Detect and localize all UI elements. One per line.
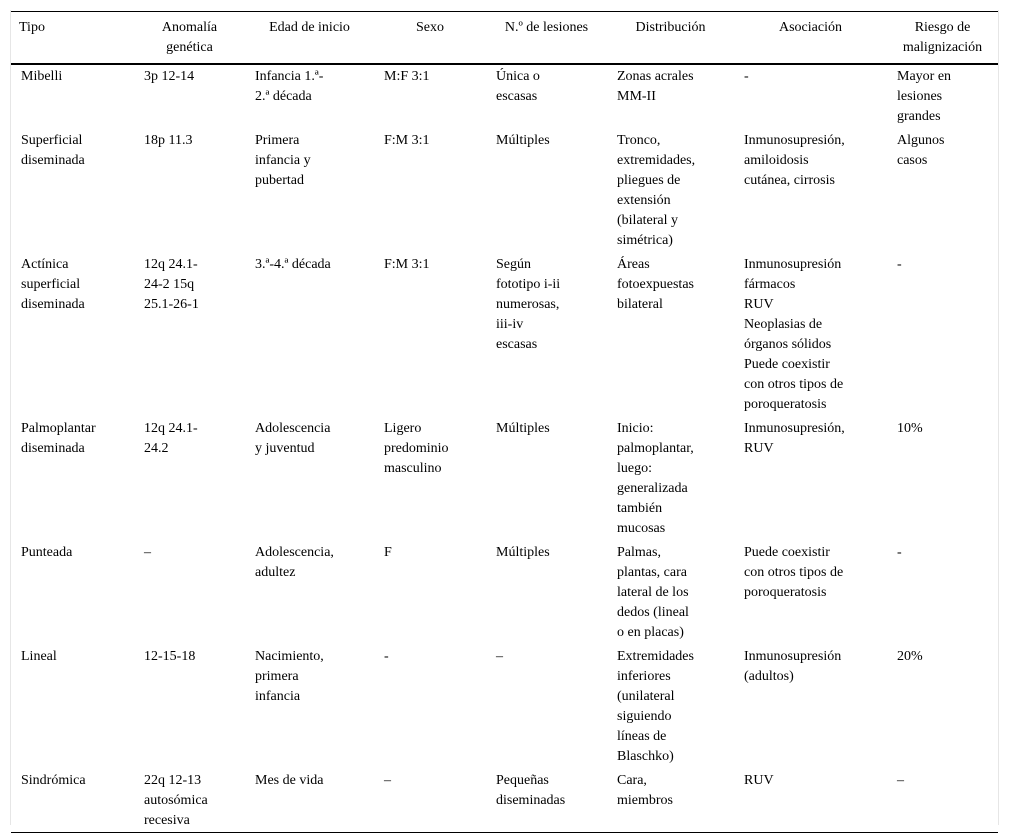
cell-text: adultez (255, 565, 296, 580)
column-header-text: N.º de lesiones (504, 20, 589, 35)
cell-riesgo-de-malignizacion (887, 768, 998, 833)
cell-text: 3.ª-4.ª década (255, 257, 331, 272)
cell-text: Blaschko) (617, 749, 674, 764)
cell-tipo (11, 252, 134, 416)
cell-sexo (374, 64, 486, 128)
cell-text: (adultos) (744, 669, 794, 684)
header-row (11, 12, 998, 65)
cell-text: Neoplasias de (744, 317, 823, 332)
cell-text: también (617, 501, 663, 516)
table-row (11, 252, 998, 416)
cell-tipo (11, 64, 134, 128)
cell-text: extremidades, (617, 153, 696, 168)
cell-text: RUV (744, 441, 774, 456)
column-header-text: Distribución (635, 20, 706, 35)
poroqueratosis-table (11, 11, 998, 833)
cell-distribucion (607, 416, 734, 540)
cell-text: lateral de los (617, 585, 689, 600)
column-header-text: Sexo (416, 20, 444, 35)
cell-text: lesiones (897, 89, 943, 104)
cell-asociacion (734, 128, 887, 252)
cell-text: Palmas, (617, 545, 661, 560)
cell-text: Nacimiento, (255, 649, 324, 664)
cell-n-de-lesiones (486, 540, 607, 644)
cell-text: Algunos (897, 133, 945, 148)
cell-sexo (374, 644, 486, 768)
column-header-text: Asociación (779, 20, 842, 35)
cell-text: pubertad (255, 173, 304, 188)
cell-edad-de-inicio (245, 252, 374, 416)
cell-text: F:M 3:1 (384, 257, 430, 272)
cell-text: 24-2 15q (144, 277, 195, 292)
cell-text: Inmunosupresión (744, 649, 842, 664)
cell-text: Única o (496, 69, 540, 84)
cell-text: Múltiples (496, 133, 550, 148)
table-row (11, 128, 998, 252)
column-header-sexo (374, 12, 486, 65)
cell-text: pliegues de (617, 173, 681, 188)
column-header-n-de-lesiones (486, 12, 607, 65)
cell-text: - (384, 649, 389, 664)
cell-text: casos (897, 153, 928, 168)
column-header-text: Tipo (19, 20, 45, 35)
cell-sexo (374, 252, 486, 416)
cell-text: Áreas (617, 257, 650, 272)
cell-text: simétrica) (617, 233, 673, 248)
column-header-text: Anomalía (161, 20, 218, 35)
cell-distribucion (607, 252, 734, 416)
cell-text: MM-II (617, 89, 656, 104)
cell-text: Tronco, (617, 133, 661, 148)
cell-text: fototipo i-ii (496, 277, 561, 292)
cell-anomalia-genetica (134, 128, 245, 252)
cell-text: Sindrómica (21, 773, 86, 788)
cell-riesgo-de-malignizacion (887, 64, 998, 128)
cell-text: - (897, 545, 902, 560)
cell-text: 18p 11.3 (144, 133, 193, 148)
cell-text: 25.1-26-1 (144, 297, 199, 312)
cell-text: grandes (897, 109, 941, 124)
column-header-asociacion (734, 12, 887, 65)
cell-riesgo-de-malignizacion (887, 644, 998, 768)
cell-text: recesiva (144, 813, 190, 828)
cell-text: RUV (744, 297, 774, 312)
cell-distribucion (607, 644, 734, 768)
cell-text: Puede coexistir (744, 357, 830, 372)
cell-text: cutánea, cirrosis (744, 173, 835, 188)
cell-anomalia-genetica (134, 64, 245, 128)
cell-anomalia-genetica (134, 252, 245, 416)
table-body (11, 64, 998, 833)
cell-anomalia-genetica (134, 768, 245, 833)
cell-text: Adolescencia, (255, 545, 334, 560)
cell-n-de-lesiones (486, 644, 607, 768)
cell-text: (unilateral (617, 689, 675, 704)
cell-text: fármacos (744, 277, 796, 292)
column-header-anomalia-genetica (134, 12, 245, 65)
cell-text: - (744, 69, 749, 84)
cell-text: Punteada (21, 545, 73, 560)
cell-tipo (11, 128, 134, 252)
cell-text: superficial (21, 277, 81, 292)
cell-text: diseminada (21, 297, 85, 312)
cell-text: M:F 3:1 (384, 69, 430, 84)
table-row (11, 416, 998, 540)
cell-n-de-lesiones (486, 64, 607, 128)
cell-n-de-lesiones (486, 416, 607, 540)
cell-text: primera (255, 669, 299, 684)
cell-sexo (374, 416, 486, 540)
cell-text: diseminada (21, 441, 85, 456)
cell-text: Adolescencia (255, 421, 331, 436)
cell-text: palmoplantar, (617, 441, 694, 456)
cell-text: amiloidosis (744, 153, 809, 168)
cell-text: – (897, 773, 904, 788)
cell-tipo (11, 416, 134, 540)
column-header-riesgo-de-malignizacion (887, 12, 998, 65)
cell-text: iii-iv (496, 317, 524, 332)
cell-anomalia-genetica (134, 644, 245, 768)
cell-text: – (496, 649, 503, 664)
cell-text: Infancia 1.ª- (255, 69, 324, 84)
cell-text: Inmunosupresión (744, 257, 842, 272)
cell-n-de-lesiones (486, 768, 607, 833)
cell-text: autosómica (144, 793, 208, 808)
cell-text: escasas (496, 89, 538, 104)
cell-riesgo-de-malignizacion (887, 128, 998, 252)
cell-text: Palmoplantar (21, 421, 96, 436)
cell-text: 12q 24.1- (144, 421, 198, 436)
cell-asociacion (734, 644, 887, 768)
cell-text: 3p 12-14 (144, 69, 195, 84)
cell-n-de-lesiones (486, 252, 607, 416)
cell-anomalia-genetica (134, 540, 245, 644)
cell-tipo (11, 768, 134, 833)
cell-text: siguiendo (617, 709, 672, 724)
cell-anomalia-genetica (134, 416, 245, 540)
cell-text: 22q 12-13 (144, 773, 202, 788)
column-header-distribucion (607, 12, 734, 65)
cell-sexo (374, 540, 486, 644)
cell-text: Actínica (21, 257, 69, 272)
cell-text: 10% (897, 421, 923, 436)
cell-text: fotoexpuestas (617, 277, 694, 292)
cell-text: masculino (384, 461, 442, 476)
cell-edad-de-inicio (245, 128, 374, 252)
cell-text: Extremidades (617, 649, 694, 664)
cell-text: poroqueratosis (744, 585, 827, 600)
cell-text: predominio (384, 441, 449, 456)
cell-text: (bilateral y (617, 213, 679, 228)
table-row (11, 540, 998, 644)
cell-tipo (11, 644, 134, 768)
cell-edad-de-inicio (245, 64, 374, 128)
cell-sexo (374, 768, 486, 833)
cell-text: mucosas (617, 521, 666, 536)
cell-text: 24.2 (144, 441, 169, 456)
cell-text: Inmunosupresión, (744, 133, 845, 148)
cell-text: - (897, 257, 902, 272)
cell-text: Lineal (21, 649, 57, 664)
cell-text: plantas, cara (617, 565, 687, 580)
cell-text: Ligero (384, 421, 422, 436)
cell-text: dedos (lineal (617, 605, 689, 620)
cell-text: diseminadas (496, 793, 566, 808)
cell-edad-de-inicio (245, 768, 374, 833)
cell-asociacion (734, 540, 887, 644)
cell-text: Inmunosupresión, (744, 421, 845, 436)
cell-text: inferiores (617, 669, 671, 684)
cell-text: Mayor en (897, 69, 952, 84)
cell-text: y juventud (255, 441, 315, 456)
cell-asociacion (734, 416, 887, 540)
cell-text: RUV (744, 773, 774, 788)
column-header-tipo (11, 12, 134, 65)
cell-text: miembros (617, 793, 673, 808)
cell-riesgo-de-malignizacion (887, 540, 998, 644)
cell-distribucion (607, 64, 734, 128)
column-header-text: Edad de inicio (269, 20, 350, 35)
column-header-text: Riesgo de (914, 20, 971, 35)
cell-text: o en placas) (617, 625, 684, 640)
table-row (11, 64, 998, 128)
cell-text: Mibelli (21, 69, 63, 84)
cell-distribucion (607, 540, 734, 644)
cell-edad-de-inicio (245, 416, 374, 540)
cell-text: diseminada (21, 153, 85, 168)
column-header-text: genética (166, 40, 213, 55)
cell-text: Múltiples (496, 545, 550, 560)
cell-text: órganos sólidos (744, 337, 832, 352)
table-header (11, 12, 998, 65)
cell-asociacion (734, 64, 887, 128)
cell-text: con otros tipos de (744, 377, 844, 392)
cell-text: Primera (255, 133, 300, 148)
cell-text: infancia y (255, 153, 311, 168)
cell-text: con otros tipos de (744, 565, 844, 580)
cell-text: Zonas acrales (617, 69, 694, 84)
cell-text: F (384, 545, 392, 560)
cell-edad-de-inicio (245, 540, 374, 644)
cell-text: Puede coexistir (744, 545, 830, 560)
cell-text: numerosas, (496, 297, 560, 312)
cell-distribucion (607, 768, 734, 833)
table-row (11, 768, 998, 833)
cell-text: luego: (617, 461, 652, 476)
cell-text: F:M 3:1 (384, 133, 430, 148)
cell-n-de-lesiones (486, 128, 607, 252)
cell-text: escasas (496, 337, 538, 352)
cell-text: 12-15-18 (144, 649, 196, 664)
cell-distribucion (607, 128, 734, 252)
cell-text: Mes de vida (255, 773, 324, 788)
cell-text: – (144, 545, 151, 560)
cell-text: bilateral (617, 297, 663, 312)
cell-text: Cara, (617, 773, 647, 788)
column-header-edad-de-inicio (245, 12, 374, 65)
cell-text: líneas de (617, 729, 667, 744)
cell-text: 2.ª década (255, 89, 312, 104)
cell-text: Según (496, 257, 531, 272)
cell-asociacion (734, 252, 887, 416)
cell-text: Inicio: (617, 421, 654, 436)
cell-text: Múltiples (496, 421, 550, 436)
cell-text: – (384, 773, 391, 788)
cell-text: Superficial (21, 133, 83, 148)
cell-text: 12q 24.1- (144, 257, 198, 272)
cell-text: infancia (255, 689, 301, 704)
cell-text: Pequeñas (496, 773, 549, 788)
cell-asociacion (734, 768, 887, 833)
cell-riesgo-de-malignizacion (887, 416, 998, 540)
table-row (11, 644, 998, 768)
column-header-text: malignización (902, 40, 983, 55)
cell-text: 20% (897, 649, 923, 664)
cell-tipo (11, 540, 134, 644)
cell-text: extensión (617, 193, 671, 208)
cell-text: generalizada (617, 481, 688, 496)
cell-sexo (374, 128, 486, 252)
cell-riesgo-de-malignizacion (887, 252, 998, 416)
cell-text: poroqueratosis (744, 397, 827, 412)
cell-edad-de-inicio (245, 644, 374, 768)
